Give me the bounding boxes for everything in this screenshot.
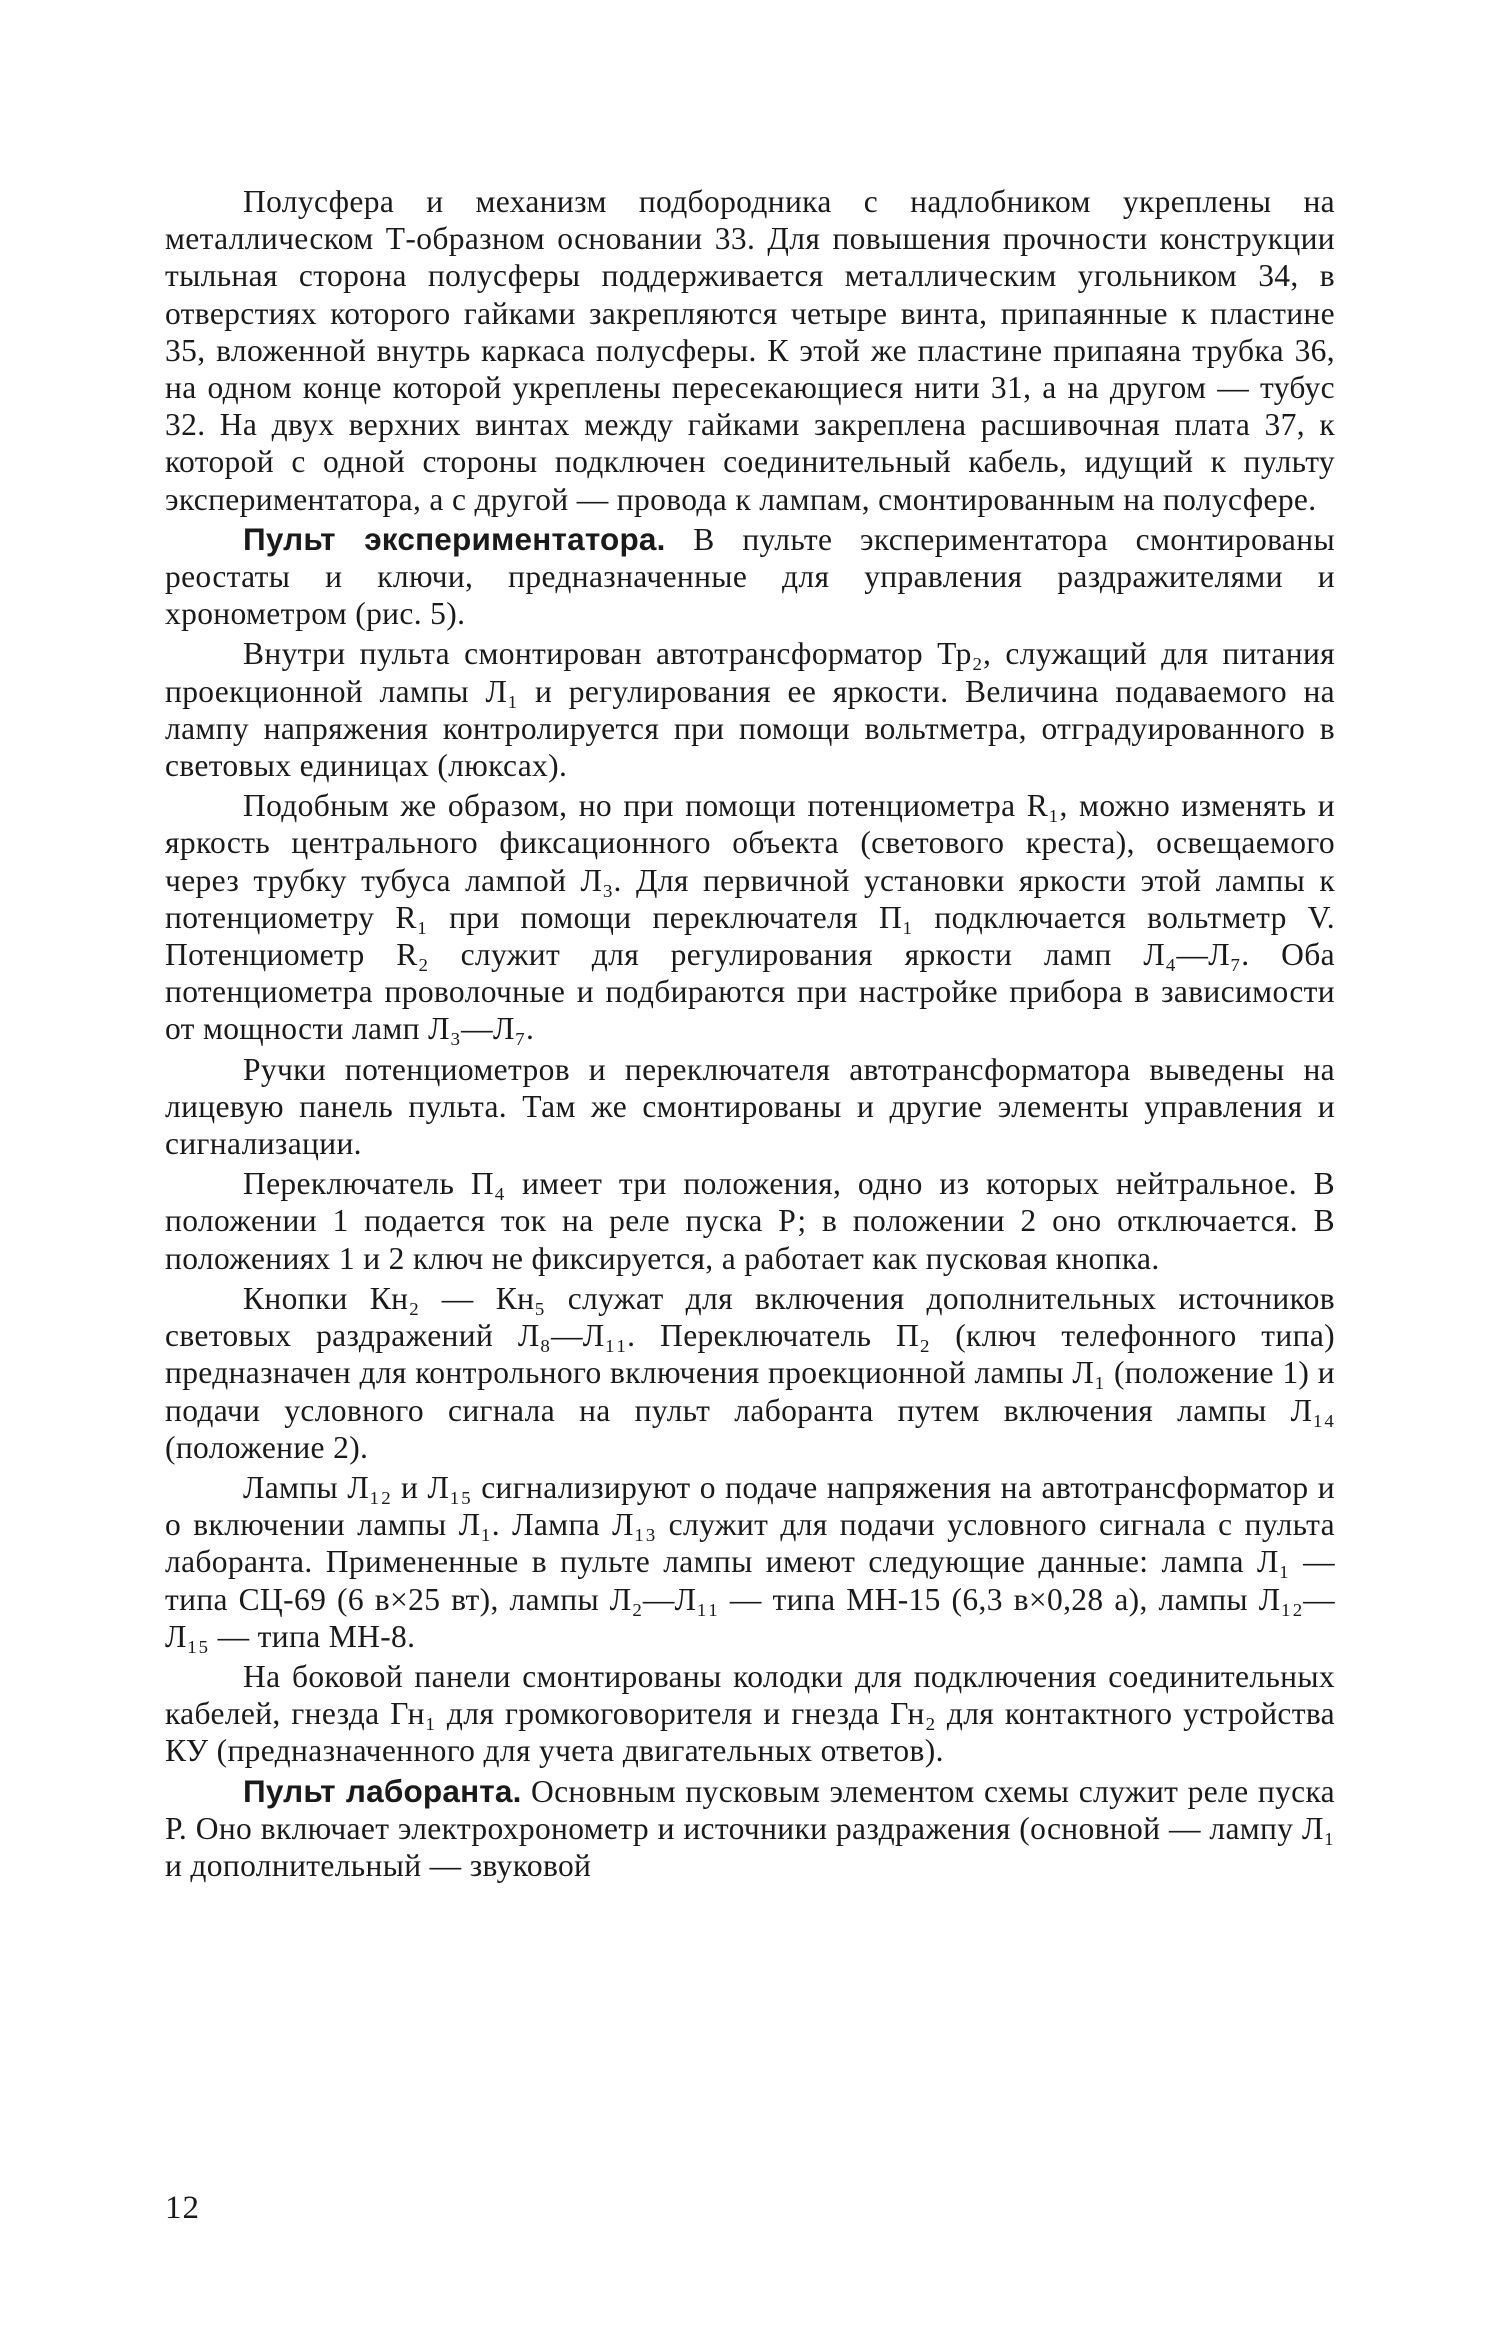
paragraph-7 [165,1280,1335,1466]
paragraph-2 [165,521,1335,633]
paragraph-text: Переключатель П₄ имеет три положения, одно из которых нейтральное. В положении 1 подается ток на реле пуска Р; в положении 2 оно отключается. В положениях 1 и 2 ключ не фиксируется, а работает как пусковая кнопка. [165,1166,1335,1276]
paragraph-8 [165,1469,1335,1655]
paragraph-6 [165,1165,1335,1277]
paragraph-lead: Пульт экспериментатора. [243,520,666,557]
paragraph-text: Ручки потенциометров и переключателя автотрансформатора выведены на лицевую панель пульта. Там же смонтированы и другие элементы управления и сигнализации. [165,1051,1335,1162]
paragraph-5 [165,1051,1335,1163]
paragraph-text: Внутри пульта смонтирован автотрансформатор Тр₂, служащий для питания проекционной лампы Л₁ и регулирования ее яркости. Величина подаваемого на лампу напряжения контролируется при помощи вольтметра, отградуированного в световых единицах (люксах). [165,636,1335,784]
paragraph-10 [165,1773,1335,1885]
paragraph-lead: Пульт лаборанта. [243,1772,522,1809]
paragraph-text: Основным пусковым элементом схемы служит реле пуска Р. Оно включает электрохронометр и источники раздражения (основной — лампу Л₁ и дополнительный — звуковой [165,1773,1335,1883]
page-number: 12 [165,2190,200,2226]
paragraph-text: Полусфера и механизм подбородника с надлобником укреплены на металлическом Т-образном основании 33. Для повышения прочности конструкции тыльная сторона полусферы поддерживается металлическим угольником 34, в отверстиях которого гайками закрепляются четыре винта, припаянные к пластине 35, вложенной внутрь каркаса полусферы. К этой же пластине припаяна трубка 36, на одном конце которой укреплены пересекающиеся нити 31, а на другом — тубус 32. На двух верхних винтах между гайками закреплена расшивочная плата 37, к которой с одной стороны подключен соединительный кабель, идущий к пульту экспериментатора, а с другой — провода к лампам, смонтированным на полусфере. [165,184,1335,517]
paragraph-9 [165,1658,1335,1770]
paragraph-4 [165,787,1335,1047]
paragraph-text: Подобным же образом, но при помощи потенциометра R₁, можно изменять и яркость центрального фиксационного объекта (светового креста), освещаемого через трубку тубуса лампой Л₃. Для первичной установки яркости этой лампы к потенциометру R₁ при помощи переключателя П₁ подключается вольтметр V. Потенциометр R₂ служит для регулирования яркости ламп Л₄—Л₇. Оба потенциометра проволочные и подбираются при настройке прибора в зависимости от мощности ламп Л₃—Л₇. [165,788,1335,1047]
paragraph-text: Кнопки Кн₂ — Кн₅ служат для включения дополнительных источников световых раздражений Л₈—Л₁₁. Переключатель П₂ (ключ телефонного типа) предназначен для контрольного включения проекционной лампы Л₁ (положение 1) и подачи условного сигнала на пульт лаборанта путем включения лампы Л₁₄ (положение 2). [165,1280,1335,1465]
paragraph-3 [165,635,1335,784]
paragraph-text: В пульте экспериментатора смонтированы реостаты и ключи, предназначенные для управления раздражителями и хронометром (рис. 5). [165,521,1335,632]
paragraph-text: На боковой панели смонтированы колодки для подключения соединительных кабелей, гнезда Гн₁ для громкоговорителя и гнезда Гн₂ для контактного устройства КУ (предназначенного для учета двигательных ответов). [165,1658,1335,1769]
body-text [165,183,1335,1884]
paragraph-1 [165,183,1335,518]
paragraph-text: Лампы Л₁₂ и Л₁₅ сигнализируют о подаче напряжения на автотрансформатор и о включении лампы Л₁. Лампа Л₁₃ служит для подачи условного сигнала с пульта лаборанта. Примененные в пульте лампы имеют следующие данные: лампа Л₁ — типа СЦ-69 (6 в×25 вт), лампы Л₂—Л₁₁ — типа МН-15 (6,3 в×0,28 а), лампы Л₁₂—Л₁₅ — типа МН-8. [165,1469,1335,1654]
